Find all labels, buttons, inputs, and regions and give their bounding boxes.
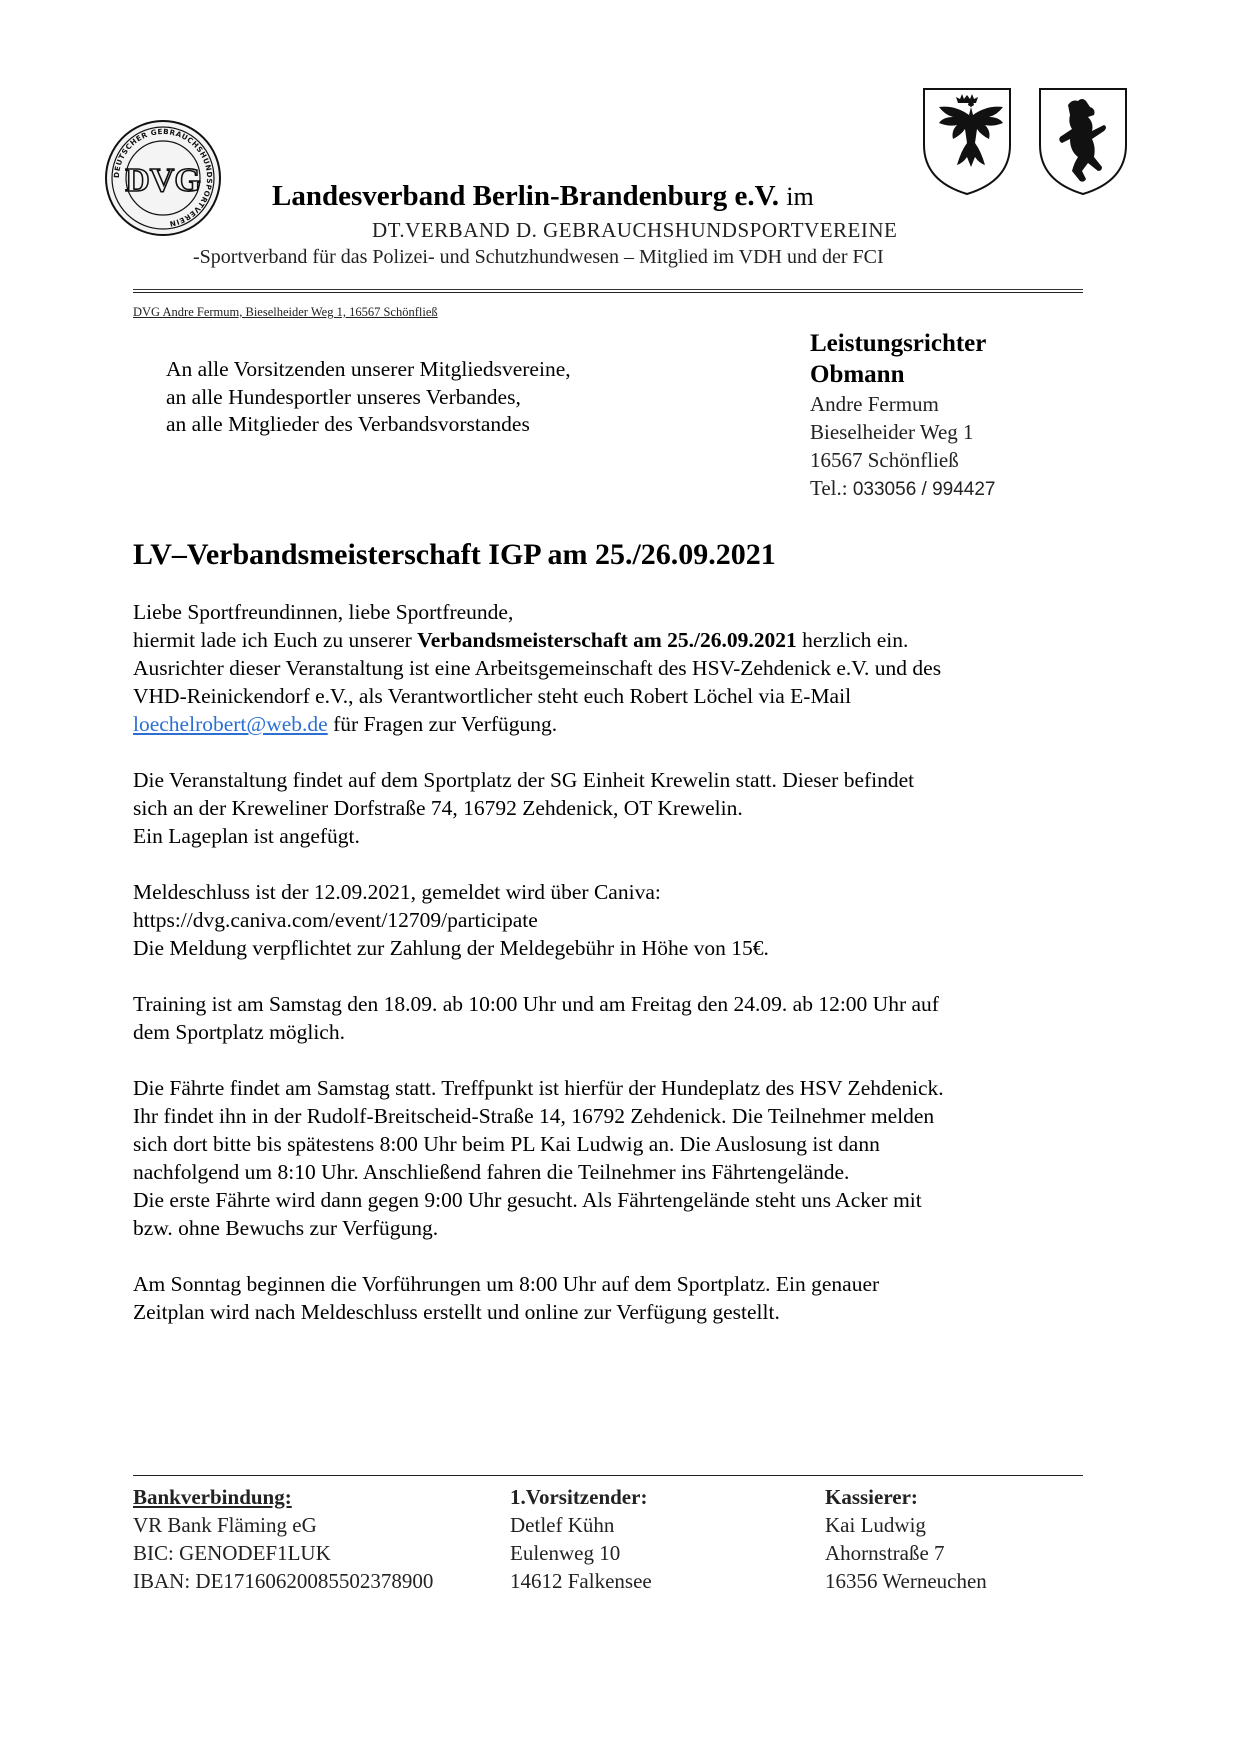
contact-phone bbox=[810, 474, 996, 504]
body-line: Ihr findet ihn in der Rudolf-Breitscheid-Straße 14, 16792 Zehdenick. Die Teilnehmer melden bbox=[133, 1104, 935, 1128]
dvg-letters: DVG bbox=[125, 162, 201, 199]
sender-line: DVG Andre Fermum, Bieselheider Weg 1, 16567 Schönfließ bbox=[133, 305, 438, 319]
body-line: sich dort bitte bis spätestens 8:00 Uhr beim PL Kai Ludwig an. Die Auslosung ist dann bbox=[133, 1132, 880, 1156]
event-highlight: Verbandsmeisterschaft am 25./26.09.2021 bbox=[417, 628, 797, 652]
organization-title bbox=[272, 180, 814, 213]
body-line: Meldeschluss ist der 12.09.2021, gemeldet wird über Caniva: bbox=[133, 880, 661, 904]
federation-tagline: -Sportverband für das Polizei- und Schutzhundwesen – Mitglied im VDH und der FCI bbox=[193, 246, 884, 268]
footer-bank-column bbox=[133, 1483, 433, 1595]
letter-body bbox=[133, 598, 1093, 1354]
paragraph-tracking bbox=[133, 1074, 1093, 1242]
contact-city: 16567 Schönfließ bbox=[810, 448, 959, 472]
dvg-ring-text: DEUTSCHER GEBRAUCHSHUNDSPORTVEREIN bbox=[111, 126, 215, 229]
body-line: Zeitplan wird nach Meldeschluss erstellt und online zur Verfügung gestellt. bbox=[133, 1300, 780, 1324]
paragraph-invitation bbox=[133, 598, 1093, 738]
paragraph-training bbox=[133, 990, 1093, 1046]
body-line: Die Veranstaltung findet auf dem Sportplatz der SG Einheit Krewelin statt. Dieser befindet bbox=[133, 768, 915, 792]
recipients-block bbox=[166, 356, 571, 439]
federation-name: DT.VERBAND D. GEBRAUCHSHUNDSPORTVEREINE bbox=[372, 218, 898, 242]
body-line: Die Meldung verpflichtet zur Zahlung der Meldegebühr in Höhe von 15€. bbox=[133, 936, 769, 960]
treasurer-header: Kassierer: bbox=[825, 1485, 918, 1509]
paragraph-registration bbox=[133, 878, 1093, 962]
body-line: bzw. ohne Bewuchs zur Verfügung. bbox=[133, 1216, 439, 1240]
registration-url: https://dvg.caniva.com/event/12709/participate bbox=[133, 908, 538, 932]
body-line: Die Fährte findet am Samstag statt. Treffpunkt ist hierfür der Hundeplatz des HSV Zehdenick. bbox=[133, 1076, 944, 1100]
bank-header: Bankverbindung: bbox=[133, 1485, 292, 1509]
body-line: sich an der Kreweliner Dorfstraße 74, 16792 Zehdenick, OT Krewelin. bbox=[133, 796, 743, 820]
phone-number: 033056 / 994427 bbox=[852, 479, 996, 500]
email-line bbox=[133, 710, 1093, 738]
treasurer-street: Ahornstraße 7 bbox=[825, 1541, 945, 1565]
recipient-line: an alle Mitglieder des Verbandsvorstandes bbox=[166, 412, 530, 436]
header-divider-second bbox=[133, 292, 1083, 293]
brandenburg-eagle-crest-icon bbox=[918, 85, 1016, 197]
email-link[interactable]: loechelrobert@web.de bbox=[133, 712, 328, 736]
chair-name: Detlef Kühn bbox=[510, 1513, 615, 1537]
chair-header: 1.Vorsitzender: bbox=[510, 1485, 648, 1509]
bank-iban: IBAN: DE17160620085502378900 bbox=[133, 1569, 434, 1593]
contact-name: Andre Fermum bbox=[810, 392, 939, 416]
treasurer-name: Kai Ludwig bbox=[825, 1513, 926, 1537]
contact-street: Bieselheider Weg 1 bbox=[810, 420, 974, 444]
invitation-line bbox=[133, 626, 1093, 654]
footer-treasurer-column bbox=[825, 1483, 987, 1595]
berlin-bear-crest-icon bbox=[1034, 85, 1132, 197]
email-line-text: für Fragen zur Verfügung. bbox=[327, 712, 558, 736]
body-line: nachfolgend um 8:10 Uhr. Anschließend fahren die Teilnehmer ins Fährtengelände. bbox=[133, 1160, 850, 1184]
phone-label: Tel.: bbox=[810, 476, 848, 500]
contact-role: Leistungsrichter bbox=[810, 330, 987, 357]
chair-street: Eulenweg 10 bbox=[510, 1541, 621, 1565]
invitation-text-end: herzlich ein. bbox=[796, 628, 909, 652]
body-line: Die erste Fährte wird dann gegen 9:00 Uhr gesucht. Als Fährtengelände steht uns Acker mit bbox=[133, 1188, 922, 1212]
paragraph-sunday bbox=[133, 1270, 1093, 1326]
dvg-logo bbox=[103, 118, 223, 238]
body-line: Ausrichter dieser Veranstaltung ist eine Arbeitsgemeinschaft des HSV-Zehdenick e.V. und des bbox=[133, 656, 942, 680]
organization-title-suffix: im bbox=[786, 182, 814, 211]
body-line: VHD-Reinickendorf e.V., als Verantwortlicher steht euch Robert Löchel via E-Mail bbox=[133, 684, 852, 708]
organization-name: Landesverband Berlin-Brandenburg e.V. bbox=[272, 180, 780, 212]
bank-name: VR Bank Fläming eG bbox=[133, 1513, 317, 1537]
letter-headline: LV–Verbandsmeisterschaft IGP am 25./26.09.2021 bbox=[133, 538, 776, 571]
paragraph-location bbox=[133, 766, 1093, 850]
footer-chair-column bbox=[510, 1483, 652, 1595]
salutation: Liebe Sportfreundinnen, liebe Sportfreunde, bbox=[133, 600, 514, 624]
body-line: Am Sonntag beginnen die Vorführungen um 8:00 Uhr auf dem Sportplatz. Ein genauer bbox=[133, 1272, 880, 1296]
recipient-line: an alle Hundesportler unseres Verbandes, bbox=[166, 384, 521, 409]
recipient-line: An alle Vorsitzenden unserer Mitgliedsvereine, bbox=[166, 357, 571, 381]
body-line: Ein Lageplan ist angefügt. bbox=[133, 824, 360, 848]
bank-bic: BIC: GENODEF1LUK bbox=[133, 1541, 331, 1565]
body-line: Training ist am Samstag den 18.09. ab 10:00 Uhr und am Freitag den 24.09. ab 12:00 Uhr auf bbox=[133, 992, 939, 1016]
header-divider bbox=[133, 289, 1083, 290]
treasurer-city: 16356 Werneuchen bbox=[825, 1569, 987, 1593]
contact-role-2: Obmann bbox=[810, 361, 905, 388]
body-line: dem Sportplatz möglich. bbox=[133, 1020, 345, 1044]
contact-block bbox=[810, 328, 996, 504]
chair-city: 14612 Falkensee bbox=[510, 1569, 652, 1593]
footer-divider bbox=[133, 1475, 1083, 1476]
invitation-text: hiermit lade ich Euch zu unserer bbox=[133, 628, 418, 652]
